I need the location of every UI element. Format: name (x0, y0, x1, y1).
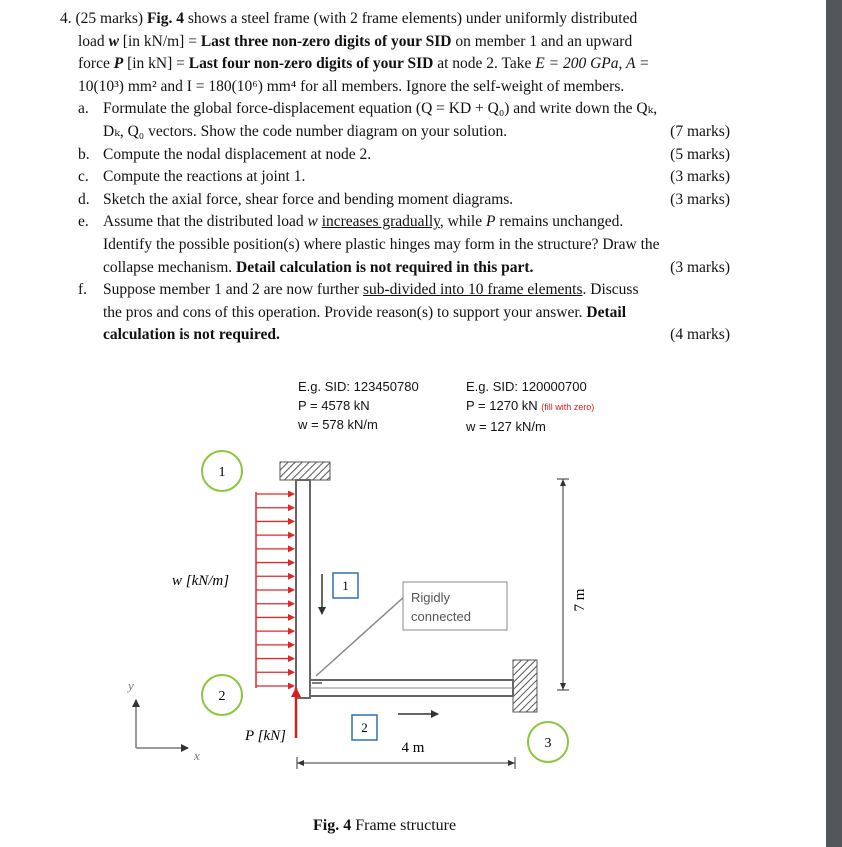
sid-example-1: E.g. SID: 123450780 P = 4578 kN w = 578 kN/m (298, 379, 419, 432)
distributed-load-arrows (256, 494, 294, 686)
dim-4m-label: 4 m (401, 740, 425, 756)
rigid-label-2: connected (411, 609, 471, 624)
node-2-label: 2 (218, 689, 226, 704)
part-c: c. Compute the reactions at joint 1. (3 marks) (78, 168, 730, 186)
axis-y-label: y (128, 678, 134, 693)
question-number: 4. (60, 10, 72, 27)
part-d: d. Sketch the axial force, shear force and bending moment diagrams. (3 marks) (78, 190, 730, 208)
member-2-label: 2 (361, 720, 368, 735)
node-3-label: 3 (544, 736, 552, 751)
part-a: a. Formulate the global force-displacement equation (Q = KD + Q₀) and write down the Qₖ, (78, 100, 658, 118)
rigid-label-1: Rigidly (411, 590, 451, 605)
force-label: P [kN] (245, 728, 286, 744)
part-f: f. Suppose member 1 and 2 are now further sub-divided into 10 frame elements. Discuss (78, 281, 639, 299)
rigid-connection-pointer (316, 596, 405, 676)
member-1-label: 1 (342, 578, 349, 593)
axis-x-label: x (194, 748, 200, 763)
part-b: b. Compute the nodal displacement at node 2. (5 marks) (78, 145, 730, 163)
figure-caption: Fig. 4 Frame structure (313, 817, 457, 834)
part-e: e. Assume that the distributed load w increases gradually, while P remains unchanged. (78, 213, 624, 231)
top-fixed-support (280, 462, 330, 480)
dim-7m-label: 7 m (572, 588, 588, 612)
right-fixed-support (513, 660, 537, 712)
load-label: w [kN/m] (172, 573, 230, 589)
member-1-column (296, 480, 310, 698)
node-1-label: 1 (218, 465, 226, 480)
sid-example-2: E.g. SID: 120000700 P = 1270 kN (fill with zero) w = 127 kN/m (466, 379, 595, 434)
